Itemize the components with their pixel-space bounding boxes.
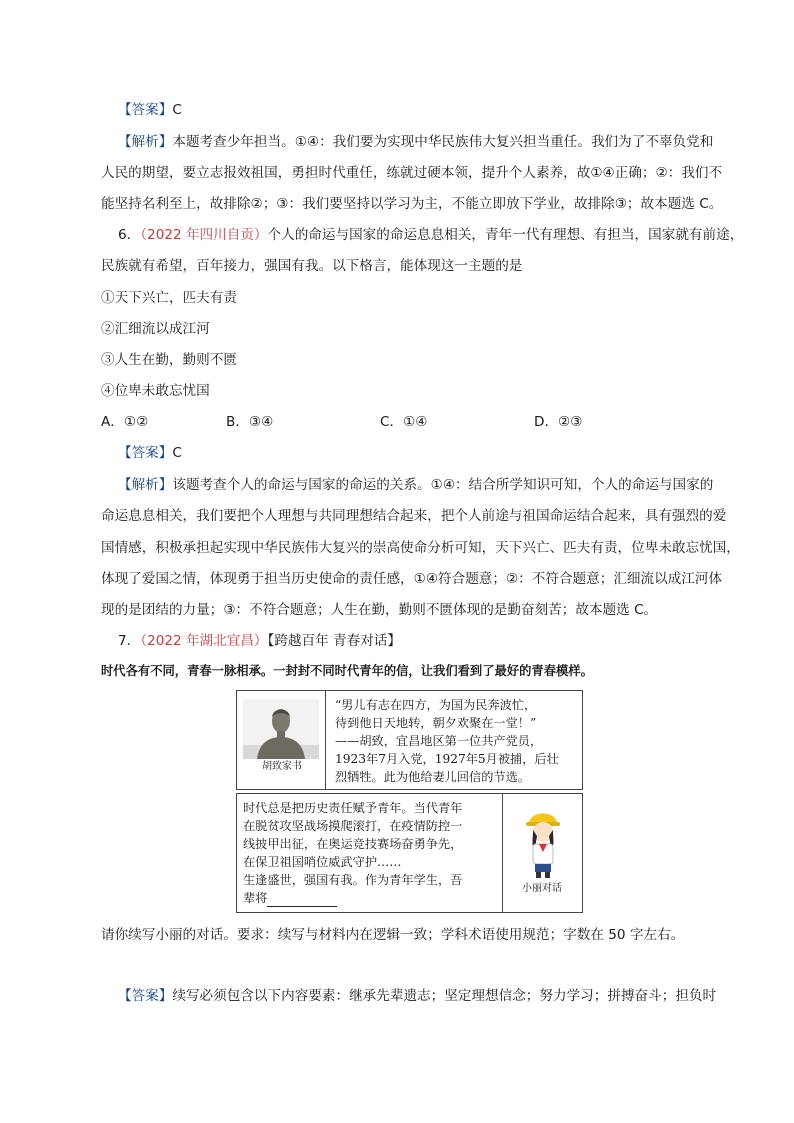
letter-line-5: 烈牺牲。此为他给妻儿回信的节选。 — [335, 770, 530, 784]
divider — [502, 794, 503, 912]
answer-1 — [118, 101, 182, 119]
option-c: C．①④ — [380, 414, 428, 430]
answer-value: C — [172, 445, 182, 461]
dialogue-box-xiao-li — [236, 793, 583, 913]
letter-box-hu-zhi — [236, 690, 583, 790]
dialogue-line-6: 辈将 — [243, 889, 337, 907]
question-source: （2022 年湖北宜昌） — [140, 633, 268, 649]
question-7-intro: 时代各有不同，青春一脉相承。一封封不同时代青年的信，让我们看到了最好的青春模样。 — [101, 663, 593, 678]
analysis-1-line-3: 能坚持名利至上，故排除②；③：我们要坚持以学习为主，不能立即放下学业，故排除③；故本题选 C。 — [101, 196, 723, 212]
option-d: D．②③ — [534, 414, 583, 430]
bust-statue-image — [243, 699, 319, 759]
analysis-label: 【解析】 — [118, 477, 173, 493]
dialogue-line-1: 时代总是把历史责任赋予青年。当代青年 — [243, 801, 463, 815]
fill-in-blank — [267, 894, 337, 907]
dialogue-line-5: 生逢盛世，强国有我。作为青年学生，吾 — [243, 873, 463, 887]
analysis-label: 【解析】 — [118, 134, 173, 150]
letter-line-2: 待到他日天地转，朝夕欢聚在一堂！” — [335, 716, 537, 730]
dialogue-line-2: 在脱贫攻坚战场摸爬滚打，在疫情防控一 — [243, 819, 463, 833]
answer-value: C — [172, 102, 182, 118]
answer-2 — [118, 444, 182, 462]
analysis-2-line-5: 现的是团结的力量；③：不符合题意；人生在勤，勤则不匮体现的是勤奋刻苦；故本题选 C。 — [101, 602, 658, 618]
question-7-title: 7．（2022 年湖北宜昌）【跨越百年 青春对话】 — [118, 633, 401, 649]
maxim-item-4: ④位卑未敢忘忧国 — [101, 383, 210, 399]
answer-label: 【答案】 — [118, 445, 173, 461]
analysis-2-line-1: 【解析】该题考查个人的命运与国家的命运的关系。①④：结合所学知识可知，个人的命运与国家的 — [118, 477, 714, 493]
image-caption: 小丽对话 — [522, 883, 562, 894]
maxim-item-1: ①天下兴亡，匹夫有责 — [101, 290, 237, 306]
letter-line-1: “男儿有志在四方，为国为民奔波忙， — [335, 698, 537, 712]
answer-3: 【答案】续写必须包含以下内容要素：继承先辈遗志；坚定理想信念；努力学习；拼搏奋斗；担负时 — [118, 988, 717, 1004]
question-6-stem: 6．（2022 年四川自贡）个人的命运与国家的命运息息相关，青年一代有理想、有担当，国家就有前途， — [118, 227, 744, 243]
option-b: B．③④ — [226, 414, 274, 430]
question-number: 6． — [118, 227, 141, 243]
maxim-item-3: ③人生在勤，勤则不匮 — [101, 352, 237, 368]
question-7-prompt: 请你续写小丽的对话。要求：续写与材料内在逻辑一致；学科术语使用规范；字数在 50 字左右。 — [101, 927, 685, 943]
maxim-item-2: ②汇细流以成江河 — [101, 321, 210, 337]
letter-line-3: ——胡致，宜昌地区第一位共产党员， — [335, 734, 543, 748]
divider — [325, 691, 326, 789]
letter-line-4: 1923年7月入党，1927年5月被捕，后壮 — [335, 752, 559, 766]
question-number: 7． — [118, 633, 141, 649]
analysis-2-line-3: 国情感，积极承担起实现中华民族伟大复兴的崇高使命分析可知，天下兴亡、匹夫有责，位卑未敢忘忧国， — [101, 540, 740, 556]
dialogue-line-3: 线披甲出征，在奥运竞技赛场奋勇争先， — [243, 837, 463, 851]
student-girl-image — [511, 802, 575, 878]
answer-label: 【答案】 — [118, 102, 173, 118]
answer-label: 【答案】 — [118, 988, 173, 1004]
analysis-1-line-2: 人民的期望，要立志报效祖国，勇担时代重任，练就过硬本领，提升个人素养，故①④正确；②：我们不 — [101, 165, 723, 181]
option-a: A．①② — [101, 414, 149, 430]
analysis-2-line-4: 体现了爱国之情，体现勇于担当历史使命的责任感，①④符合题意；②：不符合题意；汇细流以成江河体 — [101, 571, 723, 587]
dialogue-line-4: 在保卫祖国哨位威武守护…… — [243, 855, 402, 869]
analysis-1-line-1: 【解析】本题考查少年担当。①④：我们要为实现中华民族伟大复兴担当重任。我们为了不辜负党和 — [118, 134, 714, 150]
question-6-stem-2: 民族就有希望，百年接力，强国有我。以下格言，能体现这一主题的是 — [101, 258, 523, 274]
question-source: （2022 年四川自贡） — [140, 227, 268, 243]
analysis-2-line-2: 命运息息相关，我们要把个人理想与共同理想结合起来，把个人前途与祖国命运结合起来，具有强烈的爱 — [101, 508, 727, 524]
image-caption: 胡致家书 — [262, 761, 302, 772]
